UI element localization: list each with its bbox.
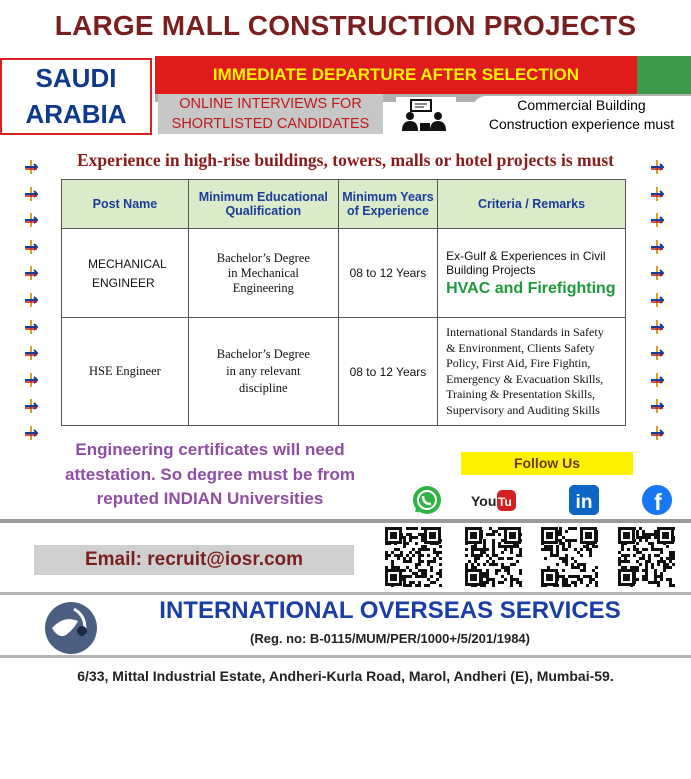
svg-text:Tu: Tu: [498, 495, 512, 509]
bullet-arrow-icon: [650, 213, 664, 227]
qualification-line: in Mechanical: [227, 265, 299, 280]
online-line-2: SHORTLISTED CANDIDATES: [171, 116, 370, 132]
qr-code-linkedin[interactable]: [540, 527, 598, 587]
svg-text:f: f: [654, 489, 662, 515]
whatsapp-icon[interactable]: [411, 484, 443, 516]
header-experience-years: Minimum Years of Experience: [338, 180, 437, 229]
certificates-line: reputed INDIAN Universities: [96, 489, 324, 508]
online-interviews-box: [158, 94, 383, 134]
email-contact[interactable]: Email: recruit@iosr.com: [34, 545, 354, 575]
bullet-arrow-icon: [650, 399, 664, 413]
commercial-line-2: Construction experience must: [488, 116, 675, 132]
commercial-note: [472, 96, 691, 136]
country-line-2: ARABIA: [25, 99, 127, 129]
header-qualification: Minimum Educational Qualification: [188, 180, 338, 229]
band-bottom-line: [0, 655, 691, 658]
bullet-arrow-icon: [650, 240, 664, 254]
banner-accent: [637, 56, 691, 94]
bullet-arrow-icon: [24, 426, 38, 440]
linkedin-icon[interactable]: [568, 484, 600, 516]
bullet-arrow-icon: [650, 426, 664, 440]
bullet-arrow-icon: [24, 320, 38, 334]
header-post-name: Post Name: [62, 180, 189, 229]
criteria-line: & Environment, Clients Safety: [446, 340, 595, 355]
commercial-line-1: Commercial Building: [517, 97, 646, 113]
interview-icon: [396, 97, 456, 133]
table-row: [62, 229, 626, 318]
criteria-cell: [438, 229, 626, 318]
qualification-line: Engineering: [232, 280, 294, 295]
certificates-note: [40, 438, 380, 512]
post-name-cell: HSE Engineer: [62, 318, 189, 426]
bullet-arrow-icon: [24, 293, 38, 307]
bullet-arrow-icon: [650, 320, 664, 334]
header-criteria: Criteria / Remarks: [438, 180, 626, 229]
country-line-1: SAUDI: [35, 63, 117, 93]
bullet-arrow-icon: [650, 187, 664, 201]
qualification-line: Bachelor’s Degree: [216, 347, 310, 361]
post-name-cell: [62, 229, 189, 318]
bullet-arrow-icon: [24, 266, 38, 280]
criteria-line: Ex-Gulf & Experiences in Civil: [446, 248, 606, 263]
jobs-table: [61, 179, 626, 426]
youtube-icon[interactable]: [470, 486, 516, 514]
criteria-line: Training & Presentation Skills,: [446, 387, 595, 401]
bullet-arrow-icon: [24, 160, 38, 174]
poster-title: LARGE MALL CONSTRUCTION PROJECTS: [54, 10, 637, 41]
qualification-line: Bachelor’s Degree: [216, 250, 310, 265]
criteria-line: Emergency & Evacuation Skills,: [446, 371, 604, 386]
bullet-arrow-icon: [24, 213, 38, 227]
criteria-line: Supervisory and Auditing Skills: [446, 402, 600, 417]
criteria-line: International Standards in Safety: [446, 325, 604, 339]
qr-code-youtube[interactable]: [464, 527, 522, 587]
section-divider: [0, 519, 691, 523]
bullet-arrow-icon: [24, 346, 38, 360]
experience-years-cell: 08 to 12 Years: [338, 318, 437, 426]
svg-text:You: You: [471, 493, 497, 509]
criteria-line: Building Projects: [446, 262, 536, 277]
certificates-line: attestation. So degree must be from: [65, 464, 355, 484]
criteria-line: Policy, First Aid, Fire Fightin,: [446, 356, 591, 370]
band-top-line: [0, 592, 691, 595]
follow-us-label: Follow Us: [461, 452, 633, 475]
departure-banner: IMMEDIATE DEPARTURE AFTER SELECTION: [155, 56, 637, 94]
company-logo-icon: [44, 601, 98, 655]
bullet-arrow-icon: [650, 373, 664, 387]
company-address: 6/33, Mittal Industrial Estate, Andheri-Kurla Road, Marol, Andheri (E), Mumbai-59.: [77, 668, 614, 684]
bullet-arrow-icon: [650, 346, 664, 360]
bullet-arrow-icon: [24, 187, 38, 201]
table-header-row: [62, 180, 626, 229]
bullet-arrow-icon: [650, 293, 664, 307]
facebook-icon[interactable]: [641, 484, 673, 516]
qualification-cell: [188, 318, 338, 426]
country-label: [0, 60, 152, 132]
criteria-cell: [438, 318, 626, 426]
criteria-highlight: HVAC and Firefighting: [446, 279, 616, 297]
qualification-line: discipline: [239, 381, 288, 395]
certificates-line: Engineering certificates will need: [75, 440, 345, 459]
qr-code-whatsapp[interactable]: [384, 527, 442, 587]
qualification-line: in any relevant: [226, 364, 301, 378]
svg-text:in: in: [575, 492, 593, 513]
qualification-cell: [188, 229, 338, 318]
experience-years-cell: 08 to 12 Years: [338, 229, 437, 318]
company-registration: (Reg. no: B-0115/MUM/PER/1000+/5/201/1984): [250, 631, 530, 646]
bullet-arrow-icon: [24, 399, 38, 413]
bullet-arrow-icon: [24, 373, 38, 387]
online-line-1: ONLINE INTERVIEWS FOR: [179, 96, 362, 112]
bullet-arrow-icon: [650, 266, 664, 280]
post-name-line: MECHANICAL: [88, 256, 167, 271]
post-name-line: ENGINEER: [92, 275, 155, 290]
table-row: [62, 318, 626, 426]
company-name: INTERNATIONAL OVERSEAS SERVICES: [159, 597, 621, 624]
bullet-arrow-icon: [24, 240, 38, 254]
bullet-arrow-icon: [650, 160, 664, 174]
qr-code-facebook[interactable]: [617, 527, 675, 587]
experience-requirement: Experience in high-rise buildings, towers, malls or hotel projects is must: [77, 150, 614, 170]
